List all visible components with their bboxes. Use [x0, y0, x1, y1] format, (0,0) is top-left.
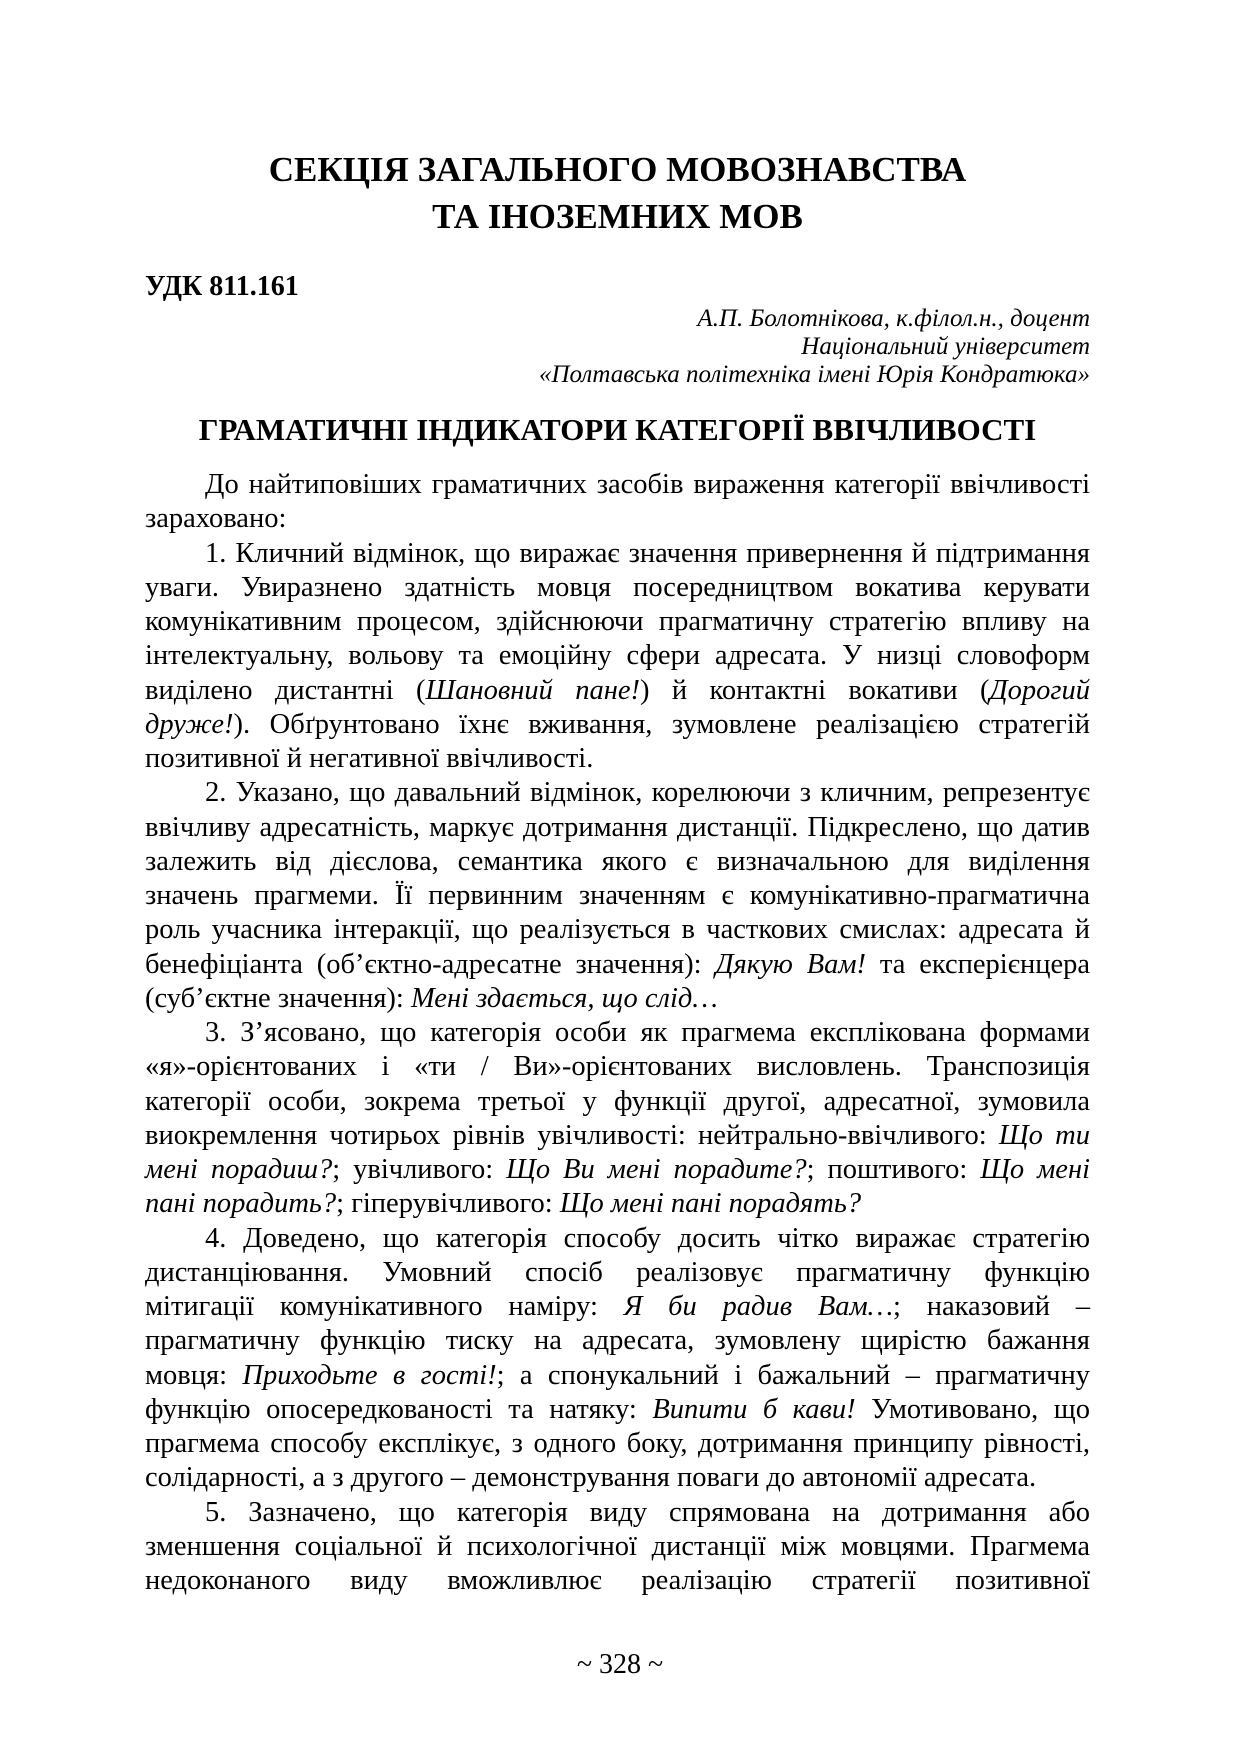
text-line	[145, 1187, 1090, 1221]
text-segment: мовця:	[145, 1359, 243, 1391]
text-segment: 3. З’ясовано, що категорія особи як прагмема експлікована формами	[205, 1017, 1090, 1048]
text-segment: бенефіціанта (об’єктно-адресатне значення):	[145, 948, 716, 980]
text-segment: уваги. Увиразнено здатність мовця посередництвом вокатива керувати	[145, 571, 1090, 603]
text-segment: категорії особи, зокрема третьої у функції другої, адресатної, зумовила	[145, 1085, 1090, 1117]
text-line	[145, 879, 1090, 913]
text-line	[145, 742, 1090, 776]
text-line	[145, 1016, 1090, 1050]
text-line	[145, 845, 1090, 879]
text-segment: мітигації комунікативного наміру:	[145, 1291, 624, 1322]
text-line	[145, 639, 1090, 673]
text-line	[145, 1461, 1090, 1495]
text-line	[145, 1496, 1090, 1530]
text-line	[145, 1324, 1090, 1358]
text-segment: інтелектуальну, вольову та емоційну сфери адресата. У низці словоформ	[145, 640, 1090, 672]
text-line	[145, 1427, 1090, 1461]
text-segment: ; а спонукальний і бажальний – прагматичну	[496, 1359, 1090, 1391]
text-segment: солідарності, а з другого – демонстрування поваги до автономії адресата.	[145, 1462, 1037, 1494]
italic-example: мені порадиш?	[145, 1154, 333, 1185]
text-segment: зараховано:	[145, 503, 287, 535]
text-line	[145, 982, 1090, 1016]
text-segment: 2. Указано, що давальний відмінок, корелюючи з кличним, репрезентує	[205, 777, 1090, 809]
italic-example: Що ти	[998, 1119, 1090, 1151]
udk-code: УДК 811.161	[145, 271, 299, 302]
text-segment: недоконаного виду вможливлює реалізацію стратегії позитивної	[145, 1565, 1090, 1596]
text-line	[145, 1119, 1090, 1153]
text-segment: виокремлення чотирьох рівнів увічливості: нейтрально-ввічливого:	[145, 1119, 999, 1151]
text-segment: комунікативним процесом, здійснюючи прагматичну стратегію впливу на	[145, 606, 1090, 637]
text-segment: ; поштивого:	[806, 1154, 981, 1185]
text-segment: 1. Кличний відмінок, що виражає значення привернення й підтримання	[205, 537, 1090, 569]
paragraph	[145, 1496, 1090, 1599]
italic-example: Дякую Вам!	[715, 948, 867, 980]
italic-example: Що мені пані порадять?	[559, 1188, 862, 1220]
text-segment: ) й контактні вокативи (	[640, 674, 990, 706]
paragraph	[145, 776, 1090, 1016]
author-name: А.П. Болотнікова, к.філол.н., доцент	[697, 305, 1090, 332]
text-line	[145, 1085, 1090, 1119]
article-body	[145, 468, 1090, 1598]
text-segment: ; гіперувічливого:	[336, 1188, 560, 1220]
text-line	[145, 1256, 1090, 1290]
text-segment: зменшення соціальної й психологічної дистанції між мовцями. Прагмема	[145, 1530, 1090, 1562]
text-line	[145, 1050, 1090, 1084]
text-line	[145, 1153, 1090, 1187]
text-segment: ввічливу адресатність, маркує дотримання дистанції. Підкреслено, що датив	[145, 811, 1090, 843]
text-line	[145, 1222, 1090, 1256]
text-segment: прагмема способу експлікує, з одного боку, дотримання принципу рівності,	[145, 1428, 1090, 1459]
text-line	[145, 1564, 1090, 1598]
text-segment: прагматичну функцію тиску на адресата, зумовлену щирістю бажання	[145, 1325, 1090, 1357]
italic-example: друже!	[145, 708, 234, 740]
section-title-line: ТА ІНОЗЕМНИХ МОВ	[432, 197, 803, 236]
author-block	[539, 305, 1090, 389]
text-line	[145, 913, 1090, 947]
author-affiliation: Національний університет	[801, 333, 1090, 360]
text-line	[145, 811, 1090, 845]
paragraph	[145, 468, 1090, 537]
text-segment: (суб’єктне значення):	[145, 982, 411, 1014]
text-segment: Умотивовано, що	[855, 1393, 1091, 1425]
italic-example: Приходьте в гості!	[242, 1359, 497, 1391]
text-segment: залежить від дієслова, семантика якого є визначальною для виділення	[145, 845, 1090, 877]
text-line	[145, 605, 1090, 639]
text-line	[145, 708, 1090, 742]
paragraph	[145, 1016, 1090, 1222]
italic-example: Дорогий	[989, 674, 1091, 706]
section-title	[145, 146, 1090, 240]
text-segment: 5. Зазначено, що категорія виду спрямована на дотримання або	[205, 1496, 1090, 1528]
text-segment: роль учасника інтеракції, що реалізується в часткових смислах: адресата й	[145, 914, 1090, 946]
section-title-line: СЕКЦІЯ ЗАГАЛЬНОГО МОВОЗНАВСТВА	[268, 150, 967, 189]
text-line	[145, 776, 1090, 810]
italic-example: Мені здається, що слід…	[410, 982, 718, 1014]
author-affiliation: «Полтавська політехніка імені Юрія Кондратюка»	[539, 361, 1090, 388]
text-segment: ; увічливого:	[332, 1154, 507, 1185]
text-segment: 4. Доведено, що категорія способу досить чітко виражає стратегію	[205, 1222, 1090, 1254]
text-line	[145, 1359, 1090, 1393]
italic-example: Що Ви мені порадите?	[506, 1154, 807, 1185]
text-segment: До найтиповіших граматичних засобів вираження категорії ввічливості	[205, 469, 1090, 500]
page-number: ~ 328 ~	[576, 1649, 664, 1680]
text-line	[145, 537, 1090, 571]
italic-example: Шановний пане!	[425, 674, 641, 706]
text-segment: «я»-орієнтованих і «ти / Ви»-орієнтованих висловлень. Транспозиція	[145, 1051, 1090, 1083]
text-segment: дистанціювання. Умовний спосіб реалізовує прагматичну функцію	[145, 1256, 1090, 1288]
article-title: ГРАМАТИЧНІ ІНДИКАТОРИ КАТЕГОРІЇ ВВІЧЛИВОСТІ	[198, 412, 1037, 447]
text-segment: ; наказовий –	[893, 1291, 1090, 1322]
text-segment: значень прагмеми. Її первинним значенням є комунікативно-прагматична	[145, 880, 1090, 911]
paragraph	[145, 1222, 1090, 1496]
text-segment: виділено дистантні (	[145, 674, 426, 706]
italic-example: Я би радив Вам…	[623, 1291, 894, 1322]
paragraph	[145, 537, 1090, 777]
italic-example: Що мені	[980, 1154, 1091, 1185]
text-line	[145, 571, 1090, 605]
text-segment: функцію опосередкованості та натяку:	[145, 1393, 653, 1425]
text-line	[145, 948, 1090, 982]
text-line	[145, 674, 1090, 708]
text-line	[145, 1530, 1090, 1564]
italic-example: пані порадить?	[145, 1188, 337, 1220]
text-line	[145, 502, 1090, 536]
text-segment: та експерієнцера	[866, 948, 1090, 980]
text-segment: позитивної й негативної ввічливості.	[145, 743, 594, 774]
text-segment: ). Обґрунтовано їхнє вживання, зумовлене реалізацією стратегій	[233, 708, 1090, 740]
text-line	[145, 468, 1090, 502]
text-line	[145, 1393, 1090, 1427]
text-line	[145, 1290, 1090, 1324]
italic-example: Випити б кави!	[652, 1393, 856, 1425]
